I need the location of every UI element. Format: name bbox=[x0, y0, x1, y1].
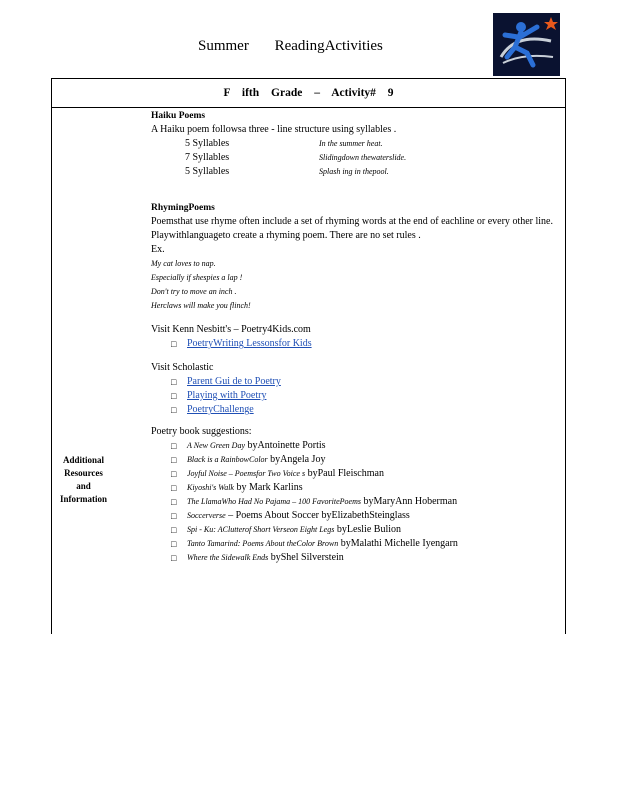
book-author: byPaul Fleischman bbox=[307, 468, 384, 479]
rhyme-example-line: Don't try to move an inch . bbox=[151, 287, 237, 296]
book-title: A New Green Day bbox=[187, 441, 245, 450]
nesbitt-links bbox=[151, 337, 553, 351]
rhyme-example-line: Especially if shespies a lap ! bbox=[151, 273, 243, 282]
grade-activity-header: F ifth Grade – Activity# 9 bbox=[52, 79, 565, 108]
parent-guide-link[interactable]: Parent Gui de to Poetry bbox=[187, 376, 281, 387]
book-author: byLeslie Bulion bbox=[336, 524, 402, 535]
list-item bbox=[171, 453, 553, 467]
list-item bbox=[171, 337, 553, 351]
activity-table bbox=[51, 78, 566, 634]
haiku-line bbox=[151, 151, 553, 165]
page-title: Summer ReadingActivities bbox=[198, 38, 383, 54]
book-author: by Mark Karlins bbox=[236, 482, 303, 493]
list-item bbox=[171, 375, 553, 389]
book-title: The LlamaWho Had No Pajama – 100 FavoritePoems bbox=[187, 497, 361, 506]
syllable-count: 5 Syllables bbox=[185, 166, 230, 177]
book-author: byShel Silverstein bbox=[270, 552, 344, 563]
haiku-intro: A Haiku poem followsa three - line structure using syllables . bbox=[151, 124, 397, 135]
syllable-count: 5 Syllables bbox=[185, 138, 230, 149]
book-author: byAngela Joy bbox=[270, 454, 326, 465]
playing-with-poetry-link[interactable]: Playing with Poetry bbox=[187, 390, 267, 401]
nesbitt-intro: Visit Kenn Nesbitt's – Poetry4Kids.com bbox=[151, 324, 311, 335]
rhyming-body: Poemsthat use rhyme often include a set of rhyming words at the end of eachline or every other line. Playwithlanguageto create a rhyming poem. There are no set rules . bbox=[151, 216, 553, 241]
list-item bbox=[171, 523, 553, 537]
row-label-line: Information bbox=[60, 494, 107, 504]
haiku-heading: Haiku Poems bbox=[151, 111, 206, 121]
row-label bbox=[52, 454, 115, 506]
book-title: Soccerverse bbox=[187, 511, 226, 520]
book-title: Joyful Noise – Poemsfor Two Voice s bbox=[187, 469, 306, 478]
book-title: Where the Sidewalk Ends bbox=[187, 553, 269, 562]
book-author: – Poems About Soccer byElizabethSteinglass bbox=[228, 510, 410, 521]
rhyming-heading: RhymingPoems bbox=[151, 203, 215, 213]
list-item bbox=[171, 439, 553, 453]
list-item bbox=[171, 403, 553, 417]
haiku-example: In the summer heat. bbox=[319, 139, 383, 148]
scholastic-links bbox=[151, 375, 553, 417]
row-label-line: Resources bbox=[64, 468, 103, 478]
book-author: byAntoinette Portis bbox=[247, 440, 326, 451]
rhyme-example-line: Herclaws will make you flinch! bbox=[151, 301, 251, 310]
haiku-line bbox=[151, 137, 553, 151]
list-item bbox=[171, 495, 553, 509]
book-title: Black is a RainbowColor bbox=[187, 455, 268, 464]
poetry-challenge-link[interactable]: PoetryChallenge bbox=[187, 404, 254, 415]
list-item bbox=[171, 537, 553, 551]
books-intro: Poetry book suggestions: bbox=[151, 426, 252, 437]
book-author: byMaryAnn Hoberman bbox=[363, 496, 458, 507]
book-list bbox=[151, 439, 553, 565]
list-item bbox=[171, 467, 553, 481]
row-label-line: Additional bbox=[62, 455, 104, 465]
example-label: Ex. bbox=[151, 244, 165, 255]
list-item bbox=[171, 481, 553, 495]
haiku-line bbox=[151, 165, 553, 179]
list-item bbox=[171, 509, 553, 523]
haiku-example: Splash ing in thepool. bbox=[319, 167, 389, 176]
book-title: Tanto Tamarind: Poems About theColor Brown bbox=[187, 539, 339, 548]
haiku-example: Slidingdown thewaterslide. bbox=[319, 153, 407, 162]
row-label-line: and bbox=[76, 481, 91, 491]
book-title: Kiyoshi's Walk bbox=[187, 483, 234, 492]
rhyme-example-line: My cat loves to nap. bbox=[151, 259, 216, 268]
school-logo bbox=[493, 13, 560, 76]
list-item bbox=[171, 389, 553, 403]
book-title: Spi - Ku: AClutterof Short Verseon Eight Legs bbox=[187, 525, 335, 534]
book-author: byMalathi Michelle Iyengarn bbox=[340, 538, 458, 549]
list-item bbox=[171, 551, 553, 565]
scholastic-intro: Visit Scholastic bbox=[151, 362, 214, 373]
poetry-writing-lessons-link[interactable]: PoetryWriting Lessonsfor Kids bbox=[187, 338, 312, 349]
resources-content bbox=[151, 109, 553, 565]
syllable-count: 7 Syllables bbox=[185, 152, 230, 163]
